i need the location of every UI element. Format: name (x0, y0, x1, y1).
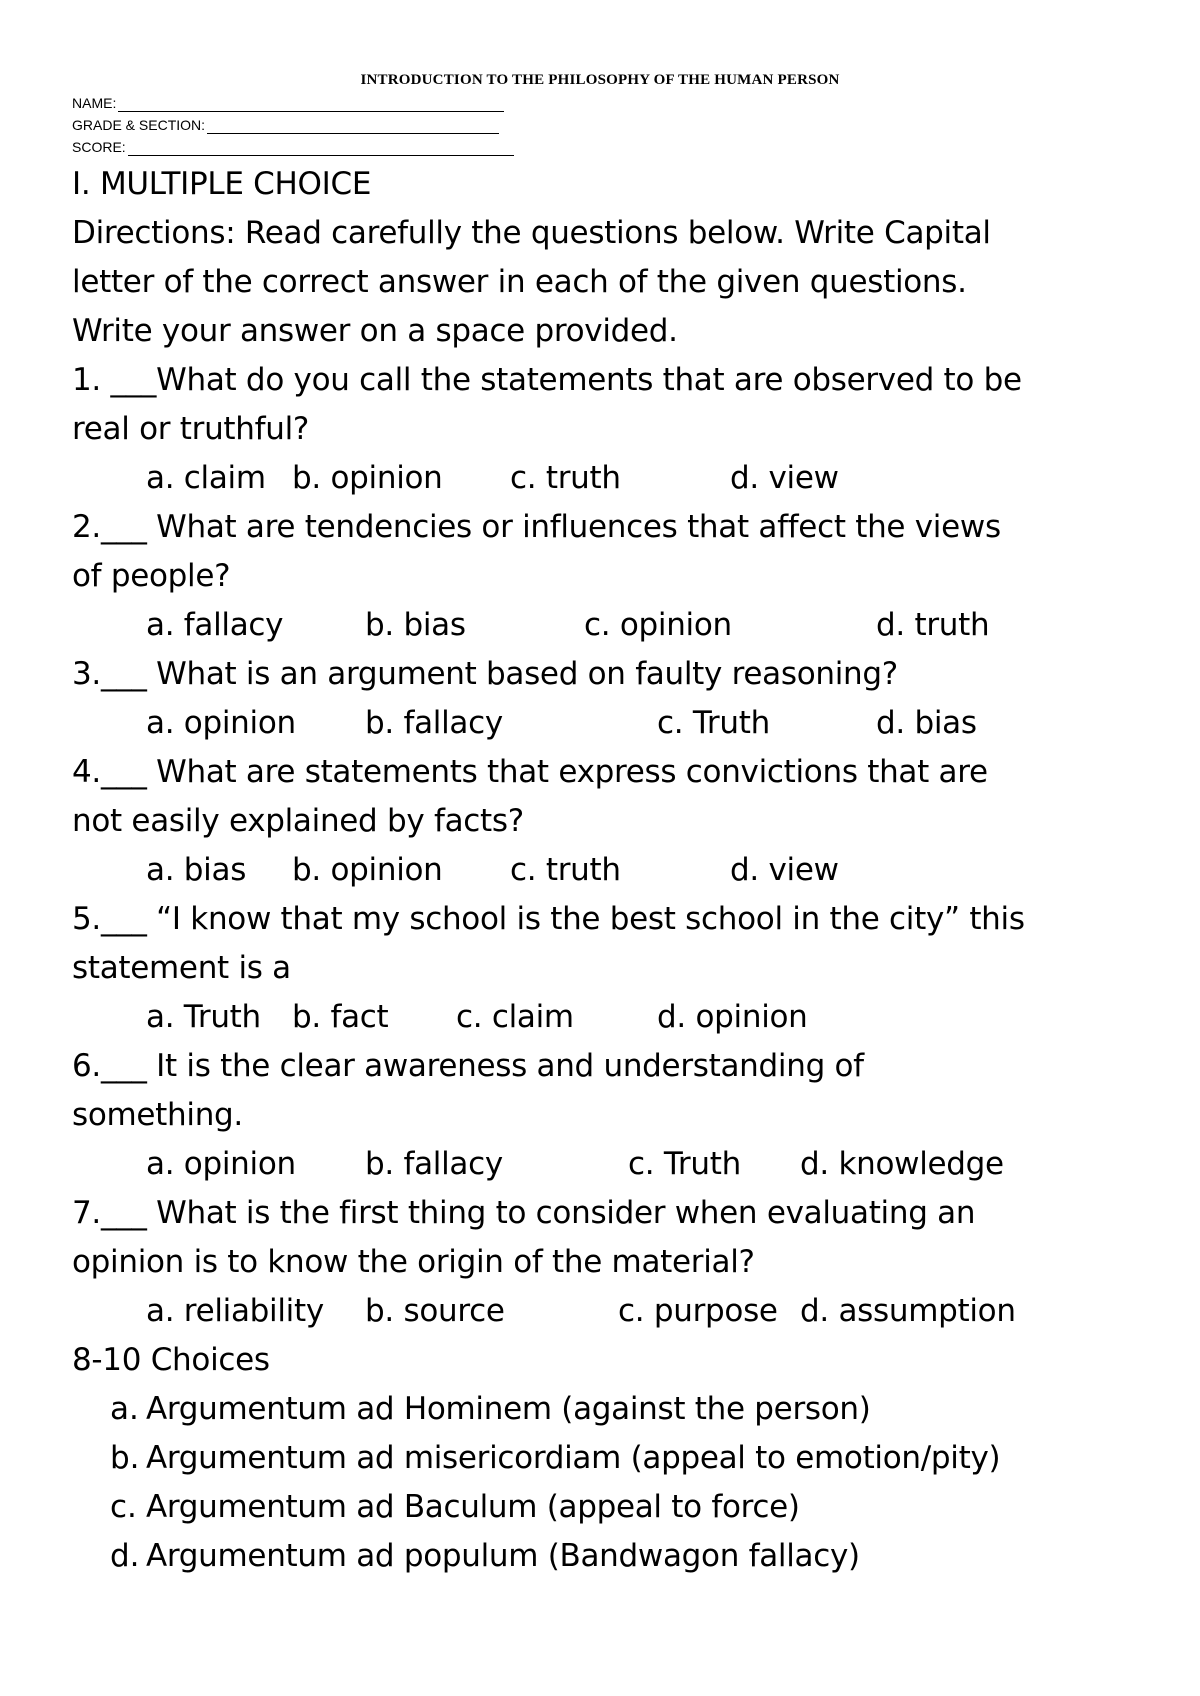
q6-option-b: b. fallacy (365, 1146, 503, 1182)
question-4-line: 4.___ What are statements that express convictions that are (72, 754, 988, 790)
question-3-line: 3.___ What is an argument based on faulty reasoning? (72, 656, 898, 692)
question-6-line: 6.___ It is the clear awareness and understanding of (72, 1048, 864, 1084)
score-label: SCORE: (72, 139, 126, 155)
grade-section-label: GRADE & SECTION: (72, 117, 206, 133)
q4-option-a: a. bias (146, 852, 247, 888)
q2-option-c: c. opinion (584, 607, 732, 643)
q1-option-b: b. opinion (292, 460, 443, 496)
q7-option-b: b. source (365, 1293, 505, 1329)
question-7-line: 7.___ What is the first thing to consider when evaluating an (72, 1195, 976, 1231)
q5-option-a: a. Truth (146, 999, 261, 1035)
q5-option-d: d. opinion (657, 999, 808, 1035)
choice-b-letter: b. (110, 1440, 140, 1476)
question-1-line: real or truthful? (72, 411, 310, 447)
q2-option-d: d. truth (876, 607, 990, 643)
document-title: INTRODUCTION TO THE PHILOSOPHY OF THE HUMAN PERSON (360, 72, 840, 88)
directions-line: letter of the correct answer in each of the given questions. (72, 264, 967, 300)
q4-option-b: b. opinion (292, 852, 443, 888)
q3-option-a: a. opinion (146, 705, 296, 741)
q3-option-c: c. Truth (657, 705, 770, 741)
directions-line: Write your answer on a space provided. (72, 313, 678, 349)
grade-section-blank-line (207, 119, 499, 134)
choice-d-letter: d. (110, 1538, 140, 1574)
q4-option-d: d. view (730, 852, 839, 888)
q1-option-d: d. view (730, 460, 839, 496)
choice-c-text: Argumentum ad Baculum (appeal to force) (146, 1489, 800, 1525)
q6-option-d: d. knowledge (800, 1146, 1004, 1182)
question-4-line: not easily explained by facts? (72, 803, 524, 839)
grade-section-field (72, 116, 499, 134)
name-field (72, 94, 504, 112)
q3-option-b: b. fallacy (365, 705, 503, 741)
q7-option-a: a. reliability (146, 1293, 324, 1329)
question-6-line: something. (72, 1097, 243, 1133)
q7-option-d: d. assumption (800, 1293, 1016, 1329)
choice-b-text: Argumentum ad misericordiam (appeal to emotion/pity) (146, 1440, 1001, 1476)
q1-option-a: a. claim (146, 460, 266, 496)
question-2-line: of people? (72, 558, 231, 594)
q2-option-a: a. fallacy (146, 607, 284, 643)
q6-option-a: a. opinion (146, 1146, 296, 1182)
question-5-line: 5.___ “I know that my school is the best school in the city” this (72, 901, 1025, 937)
q5-option-b: b. fact (292, 999, 389, 1035)
q2-option-b: b. bias (365, 607, 466, 643)
choice-c-letter: c. (110, 1489, 137, 1525)
q4-option-c: c. truth (510, 852, 621, 888)
q1-option-c: c. truth (510, 460, 621, 496)
question-7-line: opinion is to know the origin of the material? (72, 1244, 755, 1280)
score-blank-line (128, 141, 514, 156)
choice-a-letter: a. (110, 1391, 139, 1427)
name-label: NAME: (72, 95, 117, 111)
q5-option-c: c. claim (456, 999, 574, 1035)
score-field (72, 138, 514, 156)
name-blank-line (118, 97, 504, 112)
choice-d-text: Argumentum ad populum (Bandwagon fallacy) (146, 1538, 860, 1574)
section-heading: I. MULTIPLE CHOICE (72, 166, 372, 202)
question-2-line: 2.___ What are tendencies or influences that affect the views (72, 509, 1001, 545)
choice-a-text: Argumentum ad Hominem (against the person) (146, 1391, 871, 1427)
choices-heading: 8-10 Choices (72, 1342, 270, 1378)
question-5-line: statement is a (72, 950, 291, 986)
q6-option-c: c. Truth (628, 1146, 741, 1182)
q3-option-d: d. bias (876, 705, 977, 741)
question-1-line: 1. ___What do you call the statements that are observed to be (72, 362, 1022, 398)
q7-option-c: c. purpose (618, 1293, 778, 1329)
directions-line: Directions: Read carefully the questions below. Write Capital (72, 215, 991, 251)
